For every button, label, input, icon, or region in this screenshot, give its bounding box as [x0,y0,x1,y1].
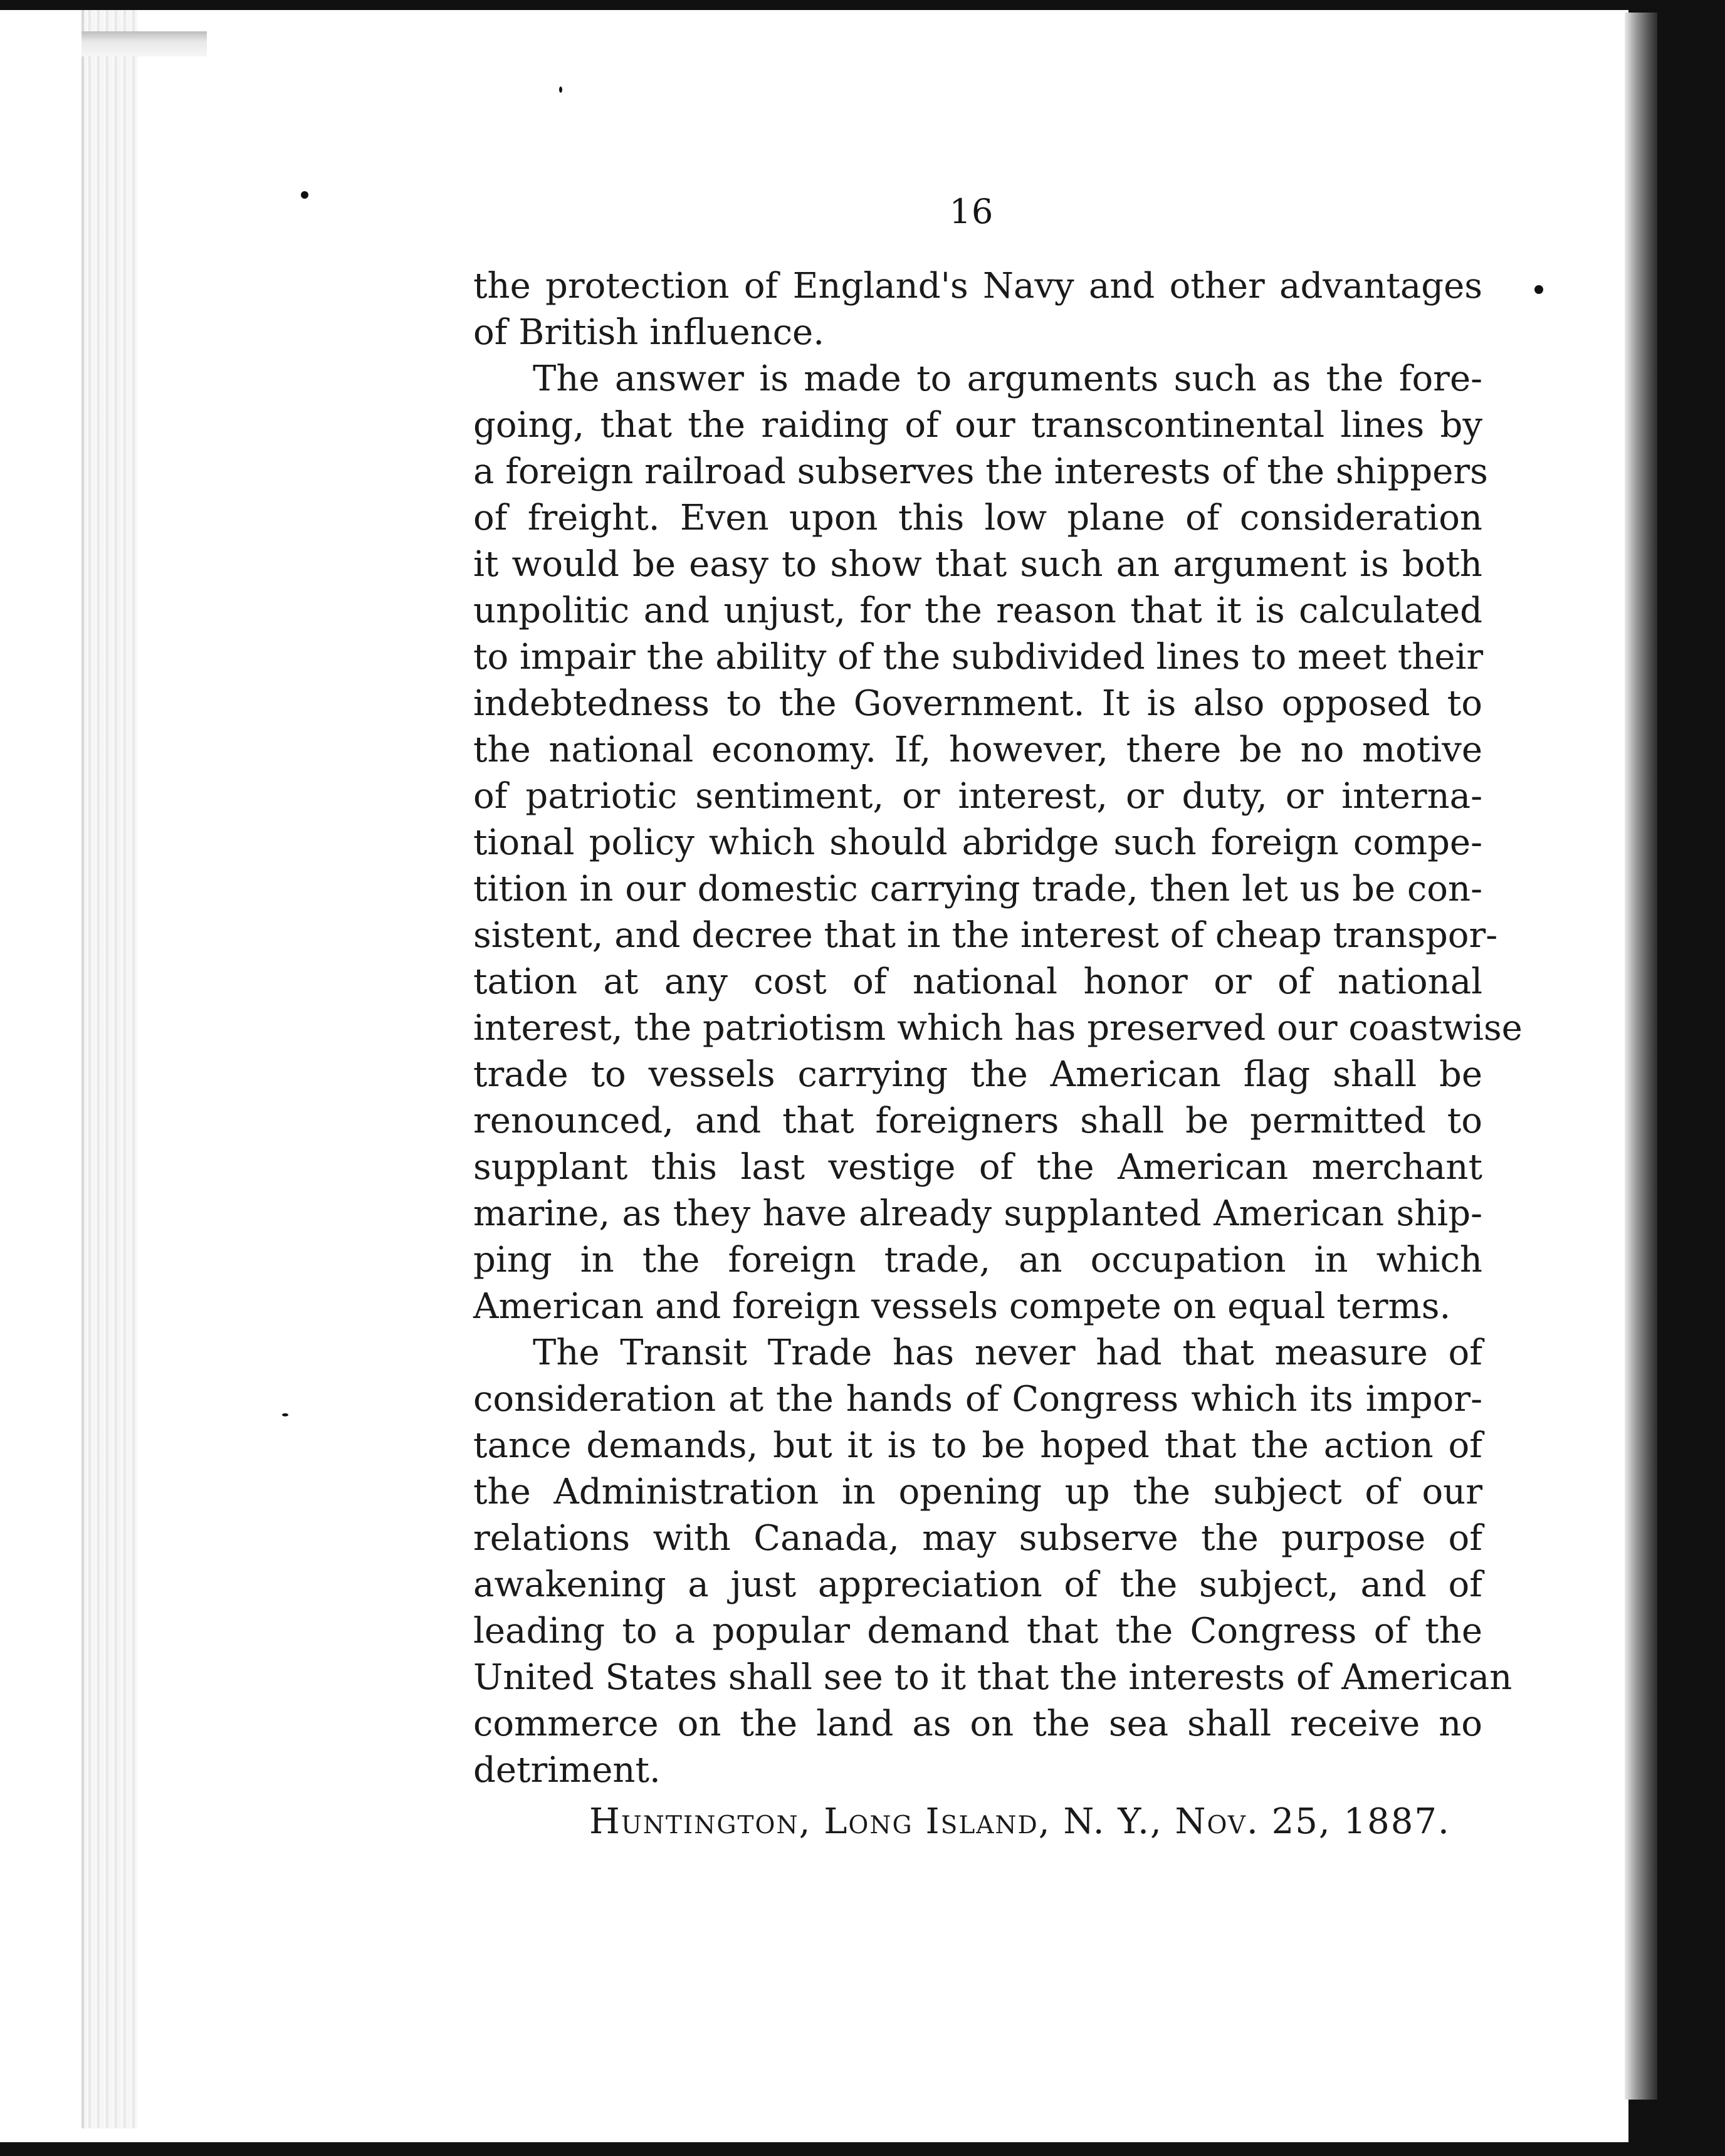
text-line: of British influence. [473,312,824,353]
book-page-edges-left [81,10,137,2128]
text-line: trade to vessels carrying the American flag shall be [473,1054,1482,1095]
text-line: to impair the ability of the subdivided lines to meet their [473,637,1484,678]
text-line: tance demands, but it is to be hoped that the action of [473,1425,1482,1466]
scan-speck [301,191,308,199]
text-line: it would be easy to show that such an argument is both [473,544,1482,585]
text-line: ping in the foreign trade, an occupation in which [473,1240,1482,1280]
scan-top-border [0,0,1725,10]
text-line: interest, the patriotism which has preserved our coastwise [473,1008,1523,1049]
text-line: The answer is made to arguments such as the fore- [533,358,1482,399]
scan-speck [559,86,562,93]
text-line: tition in our domestic carrying trade, then let us be con- [473,869,1482,909]
text-line: the national economy. If, however, there be no motive [473,730,1482,770]
text-line: American and foreign vessels compete on equal terms. [473,1286,1451,1327]
text-line: renounced, and that foreigners shall be permitted to [473,1101,1482,1141]
text-line: commerce on the land as on the sea shall receive no [473,1703,1482,1744]
text-line: tation at any cost of national honor or of national [473,961,1482,1002]
scan-speck [282,1413,288,1416]
text-line: a foreign railroad subserves the interests of the shippers [473,451,1488,492]
page-number: 16 [949,192,994,231]
text-line: going, that the raiding of our transcontinental lines by [473,405,1482,446]
body-text [473,263,1523,1794]
text-line: the Administration in opening up the subject of our [473,1472,1482,1512]
text-line: supplant this last vestige of the American merchant [473,1147,1482,1188]
text-line: The Transit Trade has never had that measure of [533,1332,1482,1373]
book-spine-shadow-right [1625,13,1657,2100]
text-line: unpolitic and unjust, for the reason that it is calculated [473,590,1482,631]
book-page-edge-shadow [81,31,207,56]
text-line: sistent, and decree that in the interest of cheap transpor- [473,915,1498,956]
text-line: of freight. Even upon this low plane of consideration [473,498,1482,538]
text-line: detriment. [473,1750,661,1791]
text-line: of patriotic sentiment, or interest, or duty, or interna- [473,776,1482,817]
text-line: tional policy which should abridge such foreign compe- [473,822,1482,863]
text-line: consideration at the hands of Congress which its impor- [473,1379,1482,1420]
text-line: relations with Canada, may subserve the purpose of [473,1518,1482,1559]
text-line: leading to a popular demand that the Congress of the [473,1611,1482,1651]
dateline-signature: Huntington, Long Island, N. Y., Nov. 25, 1887. [589,1801,1450,1842]
text-line: the protection of England's Navy and other advantages [473,266,1482,306]
text-line: United States shall see to it that the interests of American [473,1657,1513,1698]
scan-speck [1534,285,1543,294]
text-line: awakening a just appreciation of the subject, and of [473,1564,1482,1605]
text-line: marine, as they have already supplanted American ship- [473,1193,1482,1234]
text-line: indebtedness to the Government. It is also opposed to [473,683,1482,724]
scan-bottom-border [0,2142,1725,2156]
